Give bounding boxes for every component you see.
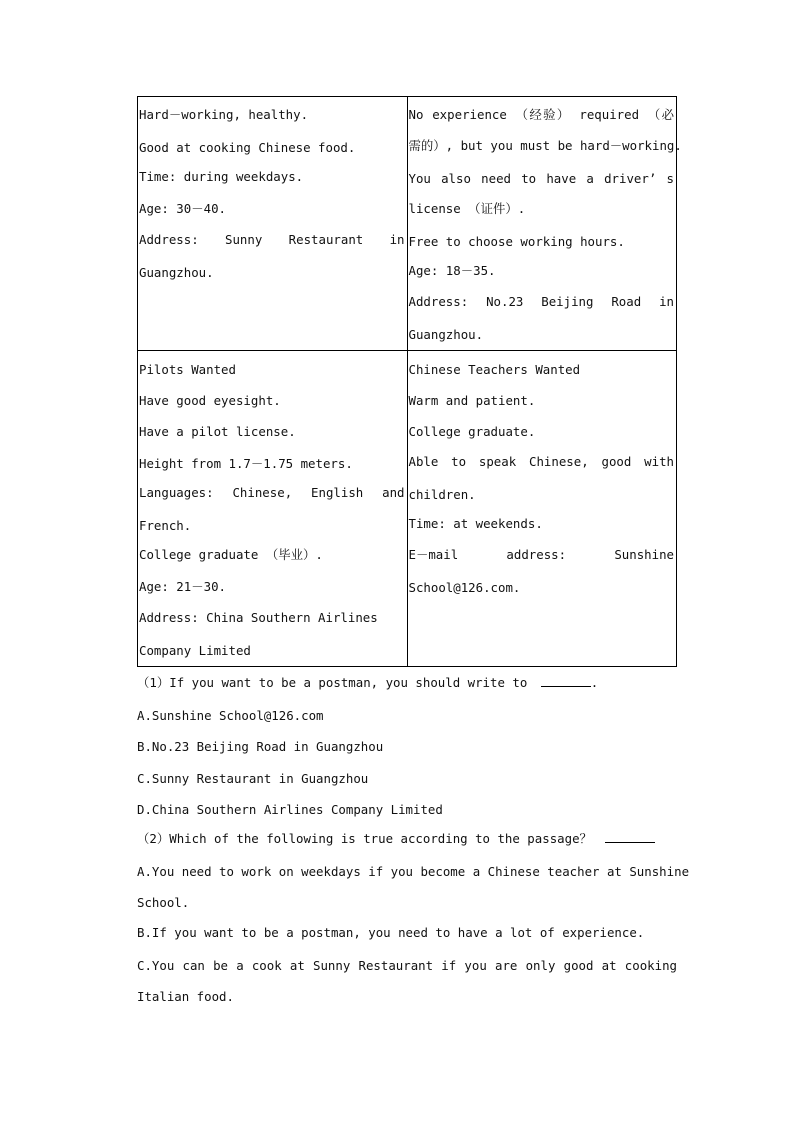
ad-line: Age: 18－35. (408, 263, 496, 278)
ad-line: Good at cooking Chinese food. (139, 140, 356, 155)
table-row (138, 351, 677, 667)
answer-blank-1[interactable] (541, 675, 591, 687)
ad-line: 需的）, but you must be hard－working. (408, 138, 682, 153)
question-1-end: . (590, 675, 599, 690)
question-2-option-a-cont: School. (137, 895, 190, 910)
ad-line: Time: during weekdays. (139, 169, 304, 184)
ad-line: Able to speak Chinese, good with (408, 454, 674, 469)
ad-line: You also need to have a driver’ s (408, 171, 674, 186)
ad-line: Chinese Teachers Wanted (408, 362, 581, 377)
ad-line: Pilots Wanted (139, 362, 236, 377)
ad-line: Free to choose working hours. (408, 234, 625, 249)
question-2-option-c-cont: Italian food. (137, 989, 234, 1004)
ad-line: Height from 1.7－1.75 meters. (139, 456, 353, 471)
ad-line: Guangzhou. (408, 327, 484, 342)
cook-ad-cell (138, 97, 408, 351)
ad-line: Address: China Southern Airlines (139, 610, 378, 625)
ad-line: Have good eyesight. (139, 393, 281, 408)
ad-line: Age: 30－40. (139, 201, 226, 216)
postman-ad-cell (407, 97, 682, 351)
ad-line: E－mail address: Sunshine (408, 547, 674, 562)
ad-line: children. (408, 487, 476, 502)
pilots-ad-cell (138, 351, 408, 667)
ad-line: Guangzhou. (139, 265, 214, 280)
job-ads-table (137, 96, 682, 667)
ad-line: School@126.com. (408, 580, 521, 595)
ad-line: Age: 21－30. (139, 579, 226, 594)
question-2 (137, 831, 677, 847)
table-row (138, 97, 677, 351)
ad-line: No experience （经验） required （必 (408, 107, 674, 122)
question-1 (137, 675, 677, 691)
ad-line: Have a pilot license. (139, 424, 296, 439)
ad-line: license （证件）. (408, 201, 526, 216)
question-2-option-a: A.You need to work on weekdays if you become a Chinese teacher at Sunshine (137, 864, 690, 879)
ad-line: Hard－working, healthy. (139, 107, 309, 122)
question-2-option-c: C.You can be a cook at Sunny Restaurant if you are only good at cooking (137, 958, 677, 973)
question-1-option-d: D.China Southern Airlines Company Limited (137, 802, 443, 817)
ad-line: Languages: Chinese, English and (139, 485, 405, 500)
ad-line: Address: No.23 Beijing Road in (408, 294, 674, 309)
question-1-option-c: C.Sunny Restaurant in Guangzhou (137, 771, 369, 786)
answer-blank-2[interactable] (605, 831, 655, 843)
question-1-option-a: A.Sunshine School@126.com (137, 708, 324, 723)
question-1-stem: （1）If you want to be a postman, you should write to (137, 675, 535, 690)
ad-line: College graduate. (408, 424, 536, 439)
ad-line: College graduate （毕业）. (139, 547, 323, 562)
ad-line: Warm and patient. (408, 393, 536, 408)
ad-line: French. (139, 518, 192, 533)
question-1-option-b: B.No.23 Beijing Road in Guangzhou (137, 739, 384, 754)
ad-line: Time: at weekends. (408, 516, 543, 531)
ad-line: Address: Sunny Restaurant in (139, 232, 405, 247)
teachers-ad-cell (407, 351, 677, 667)
ad-line: Company Limited (139, 643, 251, 658)
question-2-option-b: B.If you want to be a postman, you need to have a lot of experience. (137, 925, 645, 940)
question-2-stem: （2）Which of the following is true according to the passage？ (137, 831, 600, 846)
